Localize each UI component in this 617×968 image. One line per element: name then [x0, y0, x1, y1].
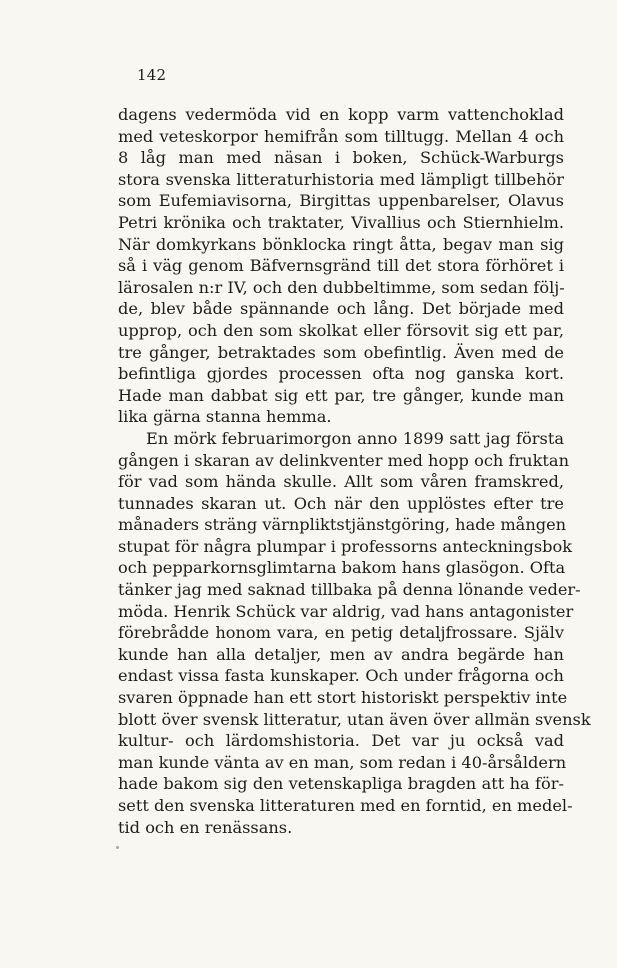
- text-line-12: tre gånger, betraktades som obefintlig. Även med de: [118, 342, 564, 362]
- text-line-15: lika gärna stanna hemma.: [118, 407, 332, 427]
- text-line-10: de, blev både spännande och lång. Det började med: [118, 299, 564, 319]
- text-line-1: dagens vedermöda vid en kopp varm vattenchoklad: [118, 105, 564, 124]
- text-line-32: hade bakom sig den vetenskapliga bragden att ha för-: [118, 774, 564, 794]
- text-line-9: lärosalen n:r IV, och den dubbeltimme, som sedan följ-: [118, 277, 565, 297]
- text-line-20: månaders sträng värnpliktstjänstgöring, hade mången: [118, 515, 567, 535]
- text-line-22: och pepparkornsglimtarna bakom hans glasögon. Ofta: [118, 558, 566, 578]
- text-line-19: tunnades skaran ut. Och när den upplöstes efter tre: [118, 493, 564, 513]
- text-line-23: tänker jag med saknad tillbaka på denna lönande veder-: [118, 580, 581, 600]
- page-number: 142: [137, 66, 167, 84]
- text-line-8: så i väg genom Bäfvernsgränd till det stora förhöret i: [118, 256, 564, 276]
- text-line-18: för vad som hända skulle. Allt som våren framskred,: [118, 472, 564, 492]
- paper-speck: [116, 846, 119, 849]
- text-line-11: upprop, och den som skolkat eller försovit sig ett par,: [118, 320, 564, 340]
- text-line-14: Hade man dabbat sig ett par, tre gånger, kunde man: [118, 385, 564, 405]
- text-line-25: förebrådde honom vara, en petig detaljfrossare. Själv: [118, 623, 564, 643]
- text-line-31: man kunde vänta av en man, som redan i 40-årsåldern: [118, 752, 567, 772]
- text-line-24: möda. Henrik Schück var aldrig, vad hans antagonister: [118, 601, 574, 621]
- text-line-6: Petri krönika och traktater, Vivallius och Stiernhielm.: [118, 212, 564, 232]
- text-line-26: kunde han alla detaljer, men av andra begärde han: [118, 644, 564, 664]
- text-line-27: endast vissa fasta kunskaper. Och under frågorna och: [118, 666, 564, 686]
- text-line-34: tid och en renässans.: [118, 817, 293, 837]
- text-line-3: 8 låg man med näsan i boken, Schück-Warburgs: [118, 148, 564, 168]
- page-text: [118, 104, 591, 838]
- text-line-17: gången i skaran av delinkventer med hopp och fruktan: [118, 450, 569, 470]
- text-line-7: När domkyrkans bönklocka ringt åtta, begav man sig: [118, 234, 564, 254]
- text-line-5: som Eufemiavisorna, Birgittas uppenbarelser, Olavus: [118, 191, 564, 211]
- text-line-33: sett den svenska litteraturen med en forntid, en medel-: [118, 796, 573, 815]
- text-line-29: blott över svensk litteratur, utan även över allmän svensk: [118, 709, 591, 729]
- text-line-2: med veteskorpor hemifrån som tilltugg. Mellan 4 och: [118, 126, 564, 146]
- text-line-13: befintliga gjordes processen ofta nog ganska kort.: [118, 364, 564, 384]
- text-line-28: svaren öppnade han ett stort historiskt perspektiv inte: [118, 688, 568, 708]
- text-line-4: stora svenska litteraturhistoria med lämpligt tillbehör: [118, 169, 564, 189]
- text-line-30: kultur- och lärdomshistoria. Det var ju också vad: [118, 731, 564, 751]
- text-line-21: stupat för några plumpar i professorns anteckningsbok: [118, 536, 573, 556]
- text-line-16: En mörk februarimorgon anno 1899 satt jag första: [146, 428, 564, 448]
